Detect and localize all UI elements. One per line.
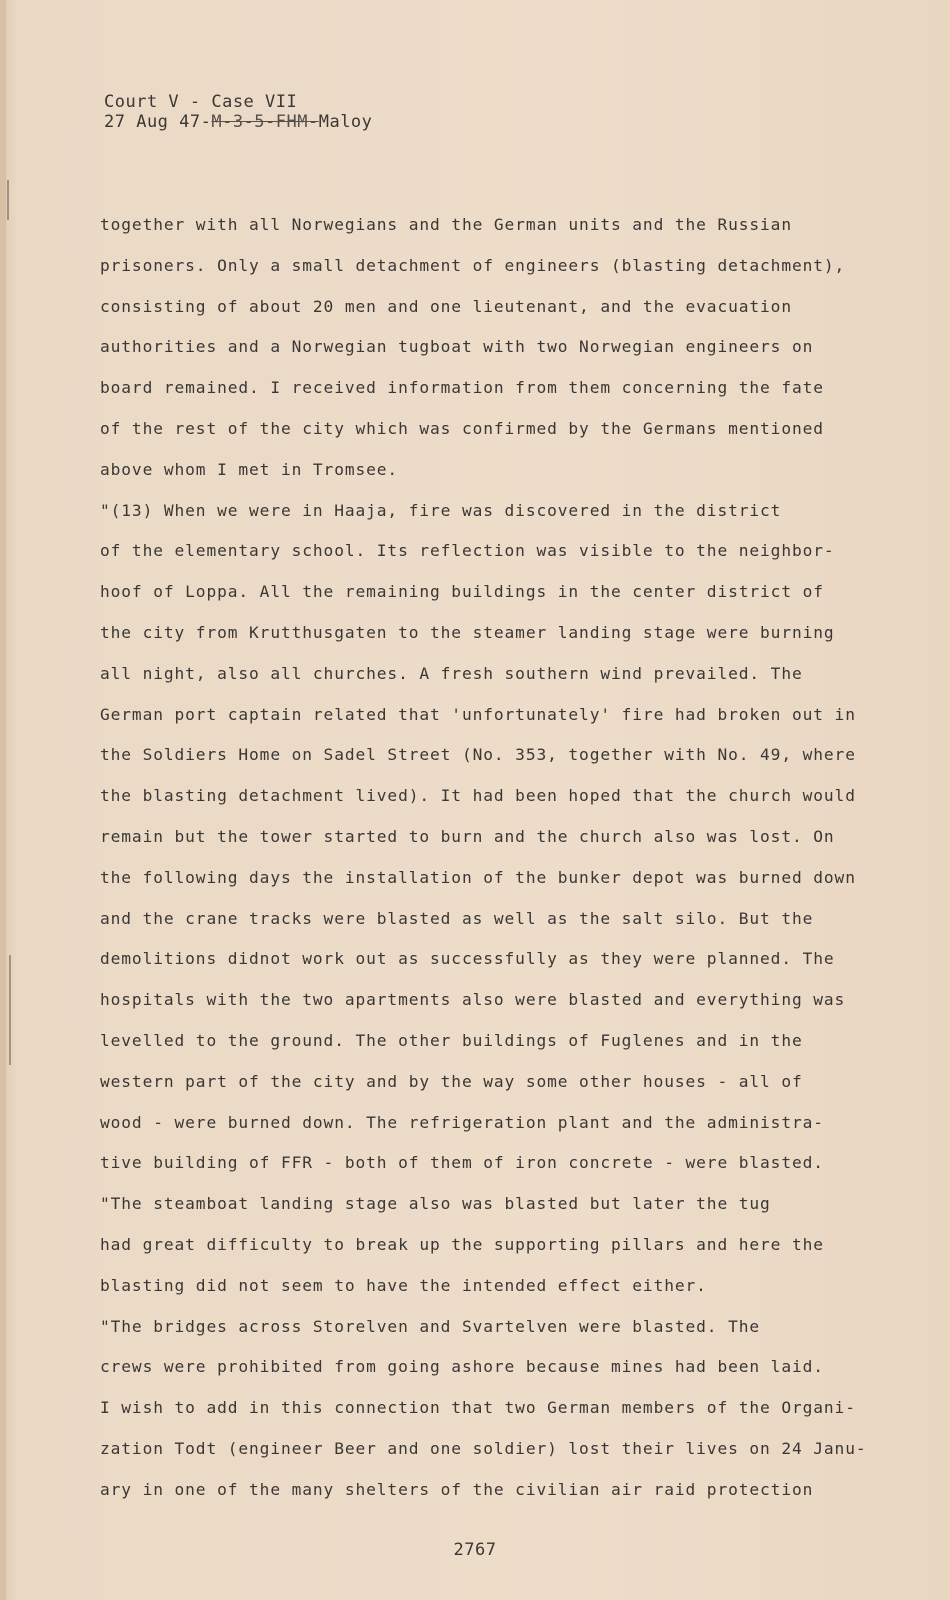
body-line: crews were prohibited from going ashore because mines had been laid. — [100, 1357, 824, 1377]
page-left-edge — [0, 0, 6, 1600]
body-line: "The bridges across Storelven and Svartelven were blasted. The — [100, 1316, 761, 1336]
document-header — [104, 92, 372, 132]
margin-mark-middle — [9, 955, 11, 1065]
body-line: of the elementary school. Its reflection was visible to the neighbor- — [100, 541, 835, 561]
body-line: hospitals with the two apartments also were blasted and everything was — [100, 990, 846, 1010]
body-line: all night, also all churches. A fresh southern wind prevailed. The — [100, 663, 803, 683]
body-line: demolitions didnot work out as successfully as they were planned. The — [100, 949, 835, 969]
body-line: together with all Norwegians and the German units and the Russian — [100, 215, 792, 234]
struck-initials: M-3-5-FHM- — [211, 112, 319, 132]
header-date: 27 Aug 47- — [104, 112, 212, 132]
body-line: remain but the tower started to burn and the church also was lost. On — [100, 826, 835, 846]
typist-name: Maloy — [318, 112, 373, 132]
body-line: zation Todt (engineer Beer and one soldier) lost their lives on 24 Janu- — [100, 1438, 867, 1458]
body-line: hoof of Loppa. All the remaining buildings in the center district of — [100, 582, 824, 602]
page-number: 2767 — [453, 1540, 497, 1560]
body-line: and the crane tracks were blasted as well as the salt silo. But the — [100, 908, 814, 928]
body-line: tive building of FFR - both of them of iron concrete - were blasted. — [100, 1153, 824, 1173]
body-line: of the rest of the city which was confirmed by the Germans mentioned — [100, 418, 824, 438]
body-line: the following days the installation of the bunker depot was burned down — [100, 867, 856, 887]
body-line: the blasting detachment lived). It had been hoped that the church would — [100, 786, 856, 806]
court-case-line: Court V - Case VII — [104, 92, 298, 112]
margin-mark-top — [7, 180, 9, 220]
body-line: I wish to add in this connection that two German members of the Organi- — [100, 1398, 856, 1418]
body-line: the city from Krutthusgaten to the steamer landing stage were burning — [100, 622, 835, 642]
body-line: "The steamboat landing stage also was blasted but later the tug — [100, 1194, 771, 1214]
body-line: levelled to the ground. The other buildings of Fuglenes and in the — [100, 1030, 803, 1050]
body-line: western part of the city and by the way some other houses - all of — [100, 1071, 803, 1091]
body-line: above whom I met in Tromsee. — [100, 459, 399, 479]
body-line: "(13) When we were in Haaja, fire was discovered in the district — [100, 500, 782, 520]
document-body — [100, 205, 867, 1511]
body-line: board remained. I received information from them concerning the fate — [100, 378, 824, 398]
body-line: blasting did not seem to have the intended effect either. — [100, 1275, 707, 1295]
body-line: authorities and a Norwegian tugboat with two Norwegian engineers on — [100, 337, 814, 357]
body-line: wood - were burned down. The refrigeration plant and the administra- — [100, 1112, 824, 1132]
body-line: ary in one of the many shelters of the civilian air raid protection — [100, 1479, 814, 1499]
date-line — [104, 112, 372, 132]
body-line: the Soldiers Home on Sadel Street (No. 353, together with No. 49, where — [100, 745, 856, 765]
body-line: consisting of about 20 men and one lieutenant, and the evacuation — [100, 296, 792, 316]
body-line: prisoners. Only a small detachment of engineers (blasting detachment), — [100, 255, 846, 275]
body-line: had great difficulty to break up the supporting pillars and here the — [100, 1234, 824, 1254]
body-line: German port captain related that 'unfortunately' fire had broken out in — [100, 704, 856, 724]
